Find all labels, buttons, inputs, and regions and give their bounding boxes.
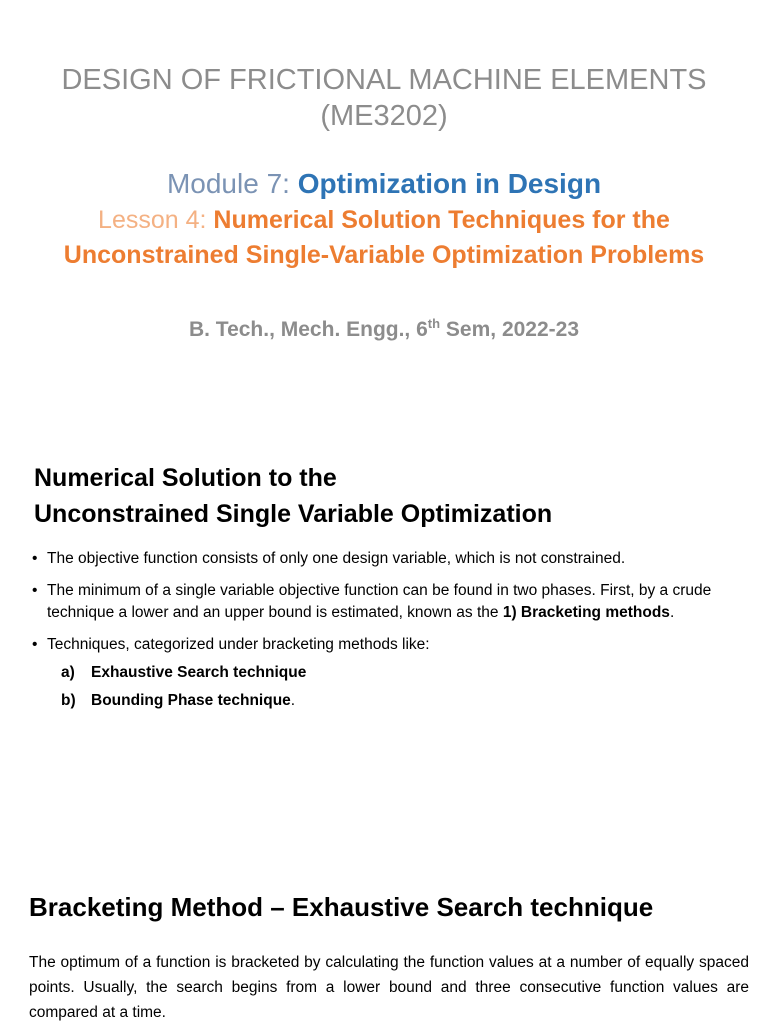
bullet-punctuation: . — [669, 604, 675, 621]
bullet-item — [32, 634, 748, 712]
course-title-line1: DESIGN OF FRICTIONAL MACHINE ELEMENTS — [61, 64, 707, 96]
program-prefix: B. Tech., Mech. Engg., 6 — [188, 318, 428, 341]
bullet-list — [32, 548, 748, 722]
slide-heading-line1: Numerical Solution to the — [34, 464, 337, 492]
module-prefix: Module 7: — [166, 168, 298, 199]
lesson-title — [0, 203, 768, 273]
program-superscript: th — [427, 316, 441, 331]
content-slide-numerical-solution — [0, 440, 768, 840]
bullet-item — [32, 548, 748, 570]
bullet-text: Techniques, categorized under bracketing methods like: — [47, 636, 430, 653]
course-title — [0, 62, 768, 134]
slide-paragraph: The optimum of a function is bracketed by calculating the function values at a number of equally spaced points. Usually, the search begins from a lower bound and three consecutive function values are compared at a time. — [29, 954, 749, 1021]
course-code: (ME3202) — [320, 100, 448, 132]
technique-label: Exhaustive Search technique — [91, 664, 307, 681]
technique-label: Bounding Phase technique — [91, 692, 291, 709]
bullet-text: The minimum of a single variable objective function can be found in two phases. First, by a crude technique a lower and an upper bound is estimated, known as the — [47, 582, 712, 621]
technique-item — [61, 690, 748, 712]
slide-heading: Bracketing Method – Exhaustive Search technique — [29, 892, 654, 922]
module-title — [0, 166, 768, 202]
lesson-prefix: Lesson 4: — [98, 206, 214, 234]
program-suffix: Sem, 2022-23 — [440, 318, 580, 341]
slide-heading-line2: Unconstrained Single Variable Optimization — [34, 500, 553, 528]
bullet-item — [32, 580, 748, 624]
lesson-name-line2: Unconstrained Single-Variable Optimization Problems — [63, 241, 705, 269]
technique-list — [61, 662, 748, 712]
module-name: Optimization in Design — [297, 168, 602, 199]
item-letter: a) — [61, 664, 75, 681]
item-letter: b) — [61, 692, 76, 709]
slide-heading — [34, 460, 734, 532]
bullet-bold-text: 1) Bracketing methods — [502, 604, 670, 621]
technique-item — [61, 662, 748, 684]
bullet-text: The objective function consists of only one design variable, which is not constrained. — [47, 550, 626, 567]
content-slide-exhaustive-search — [0, 870, 768, 1024]
lesson-name-line1: Numerical Solution Techniques for the — [213, 206, 670, 234]
program-info — [0, 309, 768, 345]
title-slide — [0, 0, 768, 420]
technique-suffix: . — [290, 692, 296, 709]
